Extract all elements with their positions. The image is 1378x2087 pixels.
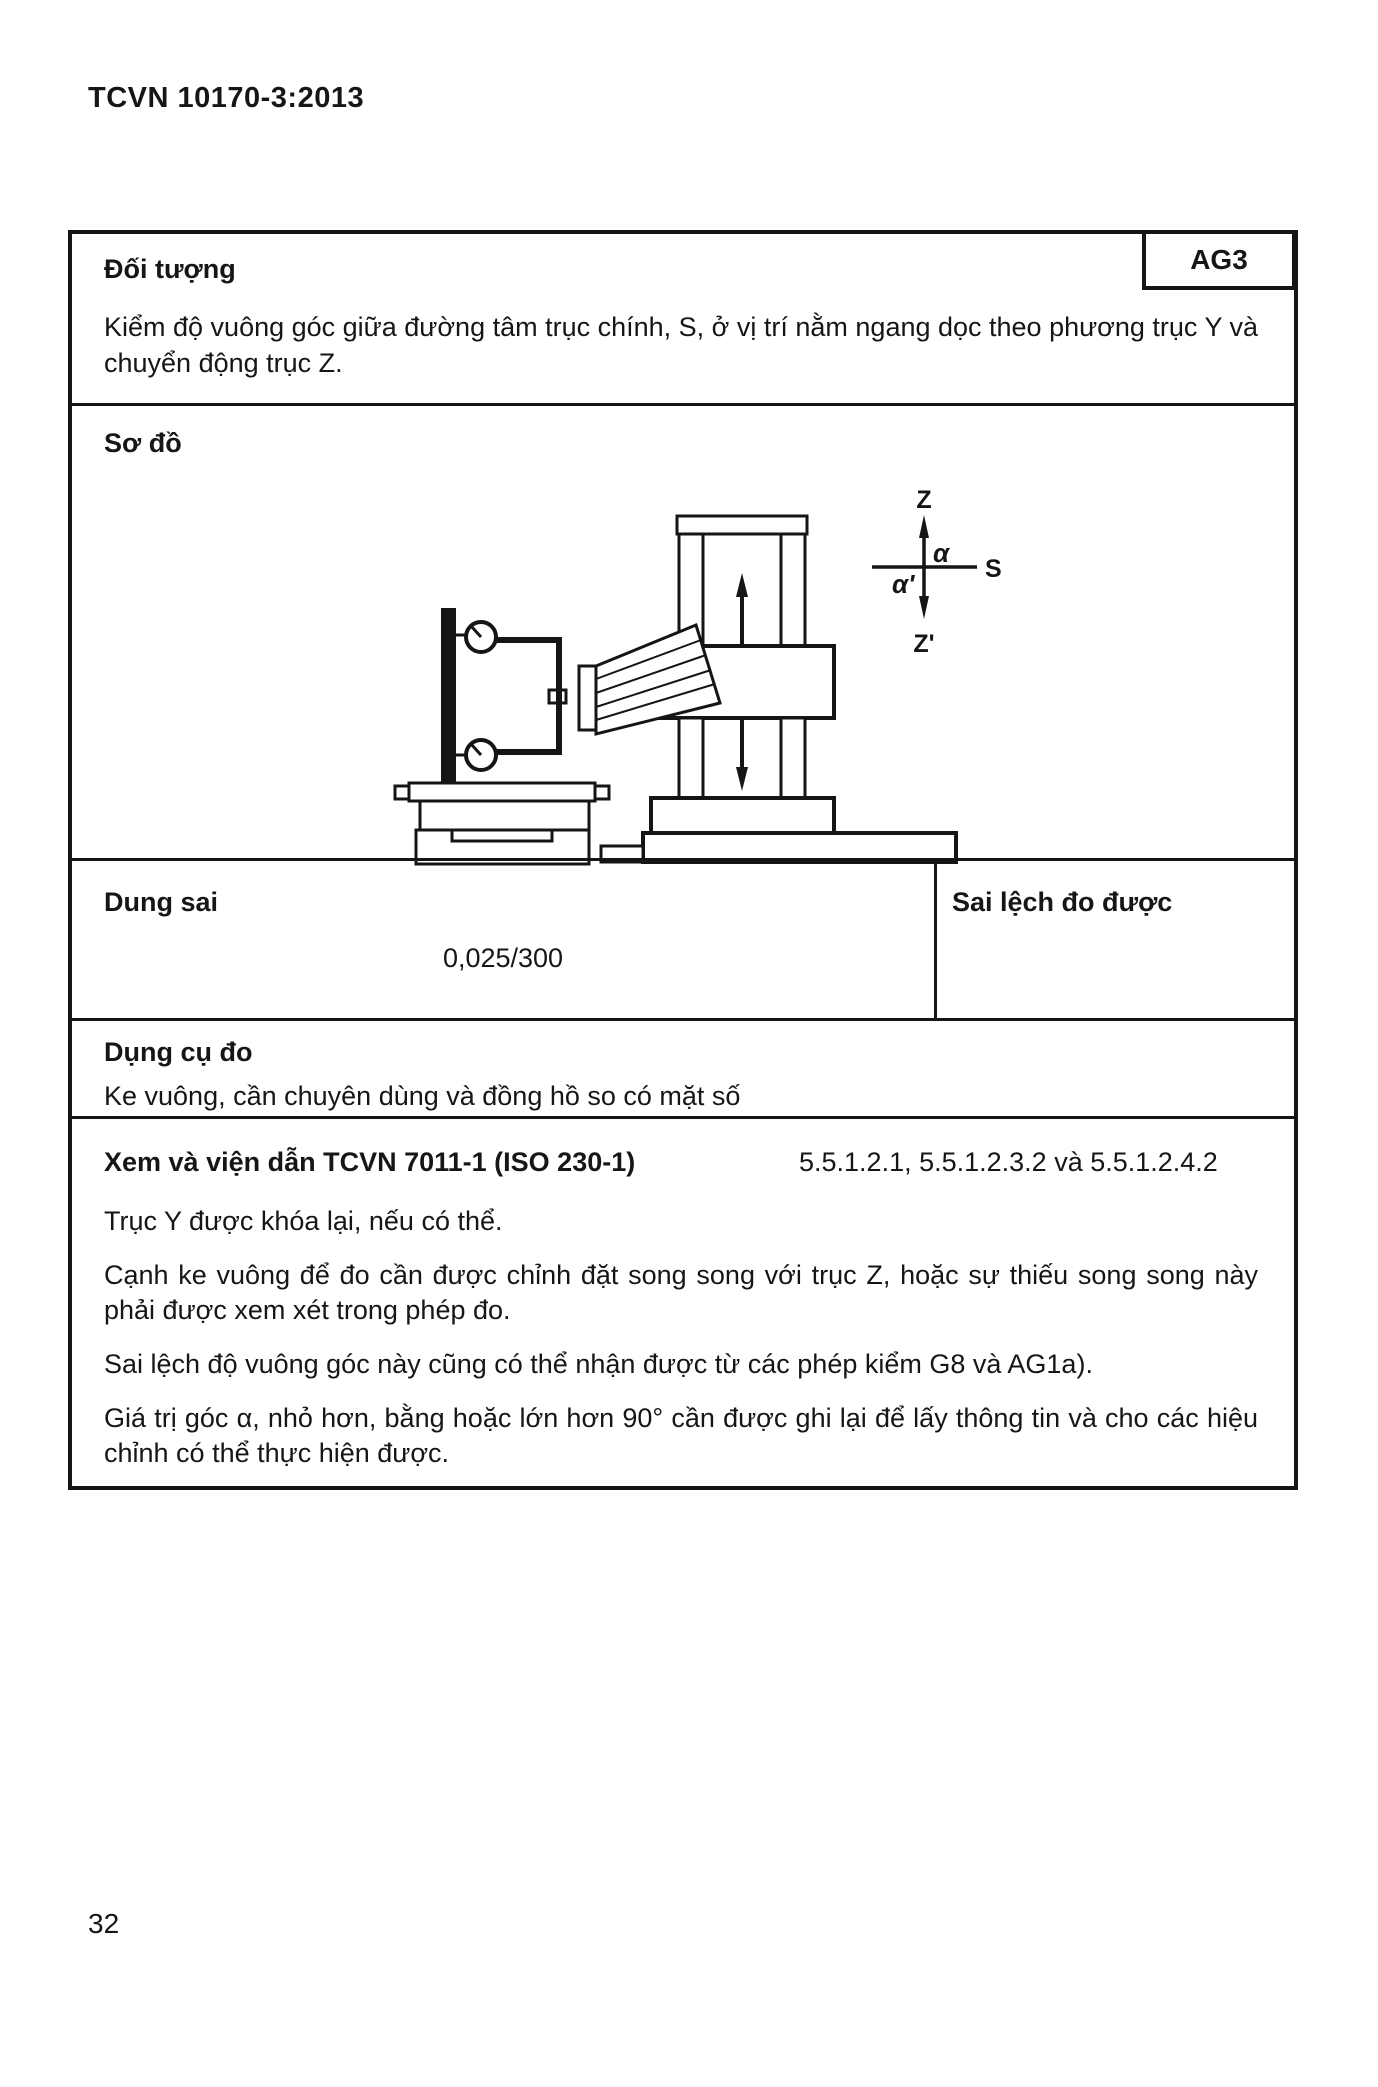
spec-table [68,230,1298,1490]
machine-diagram-svg [284,463,1014,888]
row-instrument [72,1018,1294,1116]
cell-divider [934,861,937,1018]
axis-label-z-prime: Z' [913,630,935,658]
diagram-label: Sơ đồ [104,428,182,458]
angle-alpha-lower: α' [892,569,915,599]
machine-diagram [284,463,1014,888]
note-paragraph: Sai lệch độ vuông góc này cũng có thể nhận được từ các phép kiểm G8 và AG1a). [104,1349,1093,1379]
note-paragraph: Trục Y được khóa lại, nếu có thể. [104,1206,503,1236]
object-label: Đối tượng [104,254,236,284]
square-and-gauges [395,608,609,864]
tolerance-value: 0,025/300 [442,943,564,973]
axis-label-z: Z [916,486,932,514]
axis-arrow-down [919,596,929,619]
object-description: Kiểm độ vuông góc giữa đường tâm trục chính, S, ở vị trí nằm ngang dọc theo phương trục Y và chuyển động trục Z. [104,312,1258,378]
square-blade [441,608,456,783]
deviation-label: Sai lệch đo được [952,887,1173,917]
reference-label: Xem và viện dẫn TCVN 7011-1 (ISO 230-1) [104,1147,636,1177]
reference-line [72,1119,1294,1178]
z-down-arrow [736,767,748,791]
axis-arrow-up [919,515,929,538]
row-notes [72,1116,1294,1468]
page-number: 32 [88,1908,120,1939]
standard-code-header: TCVN 10170-3:2013 [88,82,365,114]
angle-alpha-upper: α [933,538,950,568]
row-diagram [72,403,1294,858]
spindle-nose [579,666,596,730]
test-code-badge: AG3 [1142,230,1296,290]
instrument-label: Dụng cụ đo [104,1037,253,1067]
tolerance-label: Dung sai [104,887,219,917]
note-paragraph: Giá trị góc α, nhỏ hơn, bằng hoặc lớn hơn 90° cần được ghi lại để lấy thông tin và cho các hiệu chỉnh có thể thực hiện được. [104,1403,1258,1468]
reference-clauses: 5.5.1.2.1, 5.5.1.2.3.2 và 5.5.1.2.4.2 [799,1147,1218,1177]
z-up-arrow [736,573,748,597]
row-object [72,234,1294,403]
note-paragraph: Cạnh ke vuông để đo cần được chỉnh đặt song song với trục Z, hoặc sự thiếu song song này phải được xem xét trong phép đo. [104,1260,1258,1325]
row-tolerance [72,858,1294,1018]
instrument-value: Ke vuông, cần chuyên dùng và đồng hồ so có mặt số [104,1081,741,1111]
axis-legend [872,486,1002,658]
axis-label-s: S [985,555,1002,583]
